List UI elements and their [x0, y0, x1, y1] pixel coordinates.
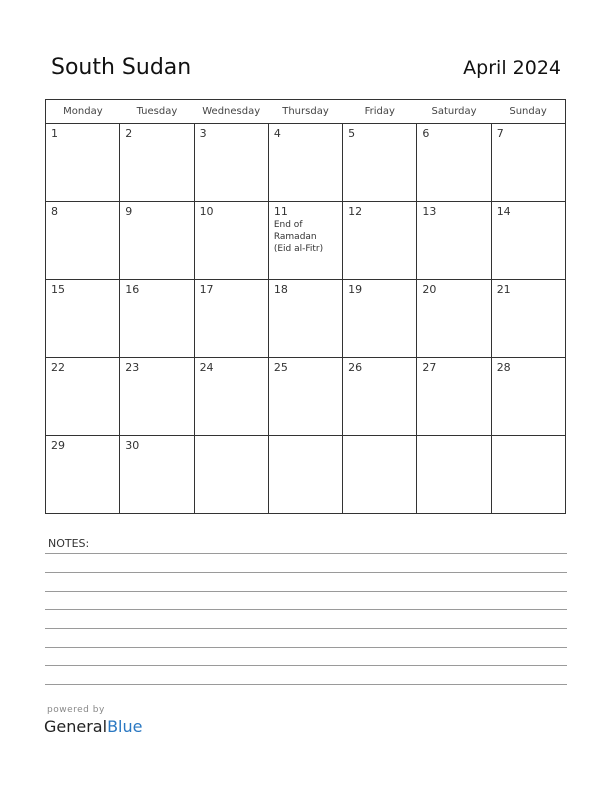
- day-cell: [268, 124, 342, 202]
- day-cell: [491, 358, 565, 436]
- day-number: 10: [199, 205, 214, 218]
- day-cell: [343, 202, 417, 280]
- day-cell: [343, 280, 417, 358]
- notes-line: [45, 647, 567, 648]
- weekday-thursday: Thursday: [268, 100, 342, 124]
- week-row: [46, 280, 566, 358]
- day-number: 15: [51, 283, 65, 296]
- brand-general: General: [44, 717, 108, 736]
- notes-line: [45, 553, 567, 554]
- week-row: [46, 124, 566, 202]
- day-cell: [491, 202, 565, 280]
- day-number: 17: [199, 283, 214, 296]
- day-cell: [120, 124, 194, 202]
- week-row: [46, 436, 566, 514]
- day-cell: [417, 202, 491, 280]
- day-cell: [120, 202, 194, 280]
- generalblue-logo: [44, 717, 142, 736]
- day-number: 22: [51, 361, 65, 374]
- weekday-wednesday: Wednesday: [194, 100, 268, 124]
- calendar-grid: [45, 99, 566, 514]
- day-number: 27: [422, 361, 437, 374]
- day-number: 29: [51, 439, 65, 452]
- day-cell: [417, 358, 491, 436]
- day-cell: [46, 124, 120, 202]
- notes-line: [45, 628, 567, 629]
- week-row: [46, 358, 566, 436]
- day-number: 1: [51, 127, 58, 140]
- brand-blue: Blue: [107, 717, 143, 736]
- day-number: 20: [422, 283, 437, 296]
- day-cell: [343, 358, 417, 436]
- day-cell: [194, 436, 268, 514]
- day-number: 2: [125, 127, 133, 140]
- day-cell: [120, 280, 194, 358]
- day-cell: [194, 202, 268, 280]
- day-cell: [46, 280, 120, 358]
- weekday-saturday: Saturday: [417, 100, 491, 124]
- day-cell: [194, 124, 268, 202]
- page-title-month: April 2024: [463, 57, 561, 79]
- weekday-friday: Friday: [343, 100, 417, 124]
- day-number: 23: [125, 361, 140, 374]
- day-cell: [46, 358, 120, 436]
- day-cell: [343, 436, 417, 514]
- day-cell: [491, 124, 565, 202]
- notes-line: [45, 609, 567, 610]
- day-number: 26: [348, 361, 363, 374]
- day-cell: [120, 436, 194, 514]
- day-number: 19: [348, 283, 363, 296]
- day-cell: [268, 202, 342, 280]
- notes-line: [45, 591, 567, 592]
- day-cell: [46, 202, 120, 280]
- holiday-event-text: End of: [273, 220, 303, 230]
- day-number: 28: [496, 361, 511, 374]
- notes-line: [45, 684, 567, 685]
- day-number: 21: [496, 283, 511, 296]
- weekday-tuesday: Tuesday: [120, 100, 194, 124]
- notes-line: [45, 665, 567, 666]
- page-title-country: South Sudan: [51, 55, 192, 80]
- day-number: 4: [273, 127, 281, 140]
- day-cell: [417, 124, 491, 202]
- day-number: 6: [422, 127, 430, 140]
- notes-label: NOTES:: [48, 537, 90, 550]
- day-number: 5: [348, 127, 356, 140]
- day-cell: [491, 280, 565, 358]
- day-cell: [268, 358, 342, 436]
- powered-by-text: powered by: [47, 705, 105, 715]
- day-cell: [417, 436, 491, 514]
- day-number: 3: [199, 127, 207, 140]
- day-cell: [268, 436, 342, 514]
- notes-line: [45, 572, 567, 573]
- weekday-header-row: [46, 100, 566, 124]
- day-number: 13: [422, 205, 437, 218]
- day-number: 18: [273, 283, 288, 296]
- day-cell: [417, 280, 491, 358]
- day-number: 8: [51, 205, 58, 218]
- day-cell: [268, 280, 342, 358]
- day-number: 25: [273, 361, 288, 374]
- day-cell: [194, 280, 268, 358]
- day-cell: [194, 358, 268, 436]
- day-cell: [343, 124, 417, 202]
- day-cell: [46, 436, 120, 514]
- day-number: 9: [125, 205, 133, 218]
- week-row: [46, 202, 566, 280]
- day-number: 30: [125, 439, 140, 452]
- day-number: 24: [199, 361, 214, 374]
- day-cell: [491, 436, 565, 514]
- day-number: 7: [496, 127, 504, 140]
- day-number: 16: [125, 283, 140, 296]
- day-cell: [120, 358, 194, 436]
- day-number: 12: [348, 205, 363, 218]
- day-number: 14: [496, 205, 511, 218]
- weekday-sunday: Sunday: [491, 100, 565, 124]
- weekday-monday: Monday: [46, 100, 120, 124]
- holiday-event-text: Ramadan: [273, 232, 317, 242]
- day-number: 11: [273, 205, 288, 218]
- holiday-event-text: (Eid al-Fitr): [273, 244, 324, 254]
